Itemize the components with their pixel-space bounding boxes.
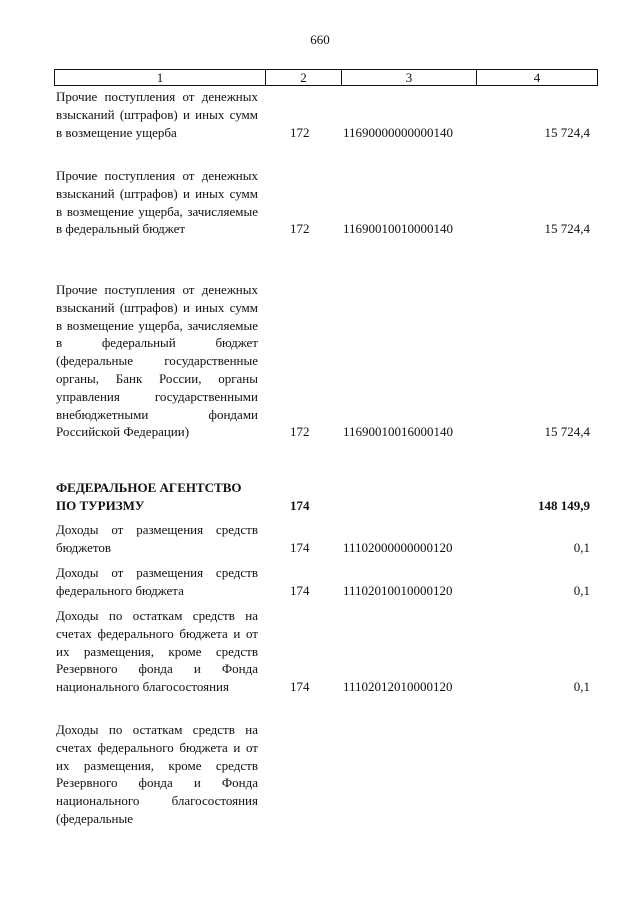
row-code: 11102000000000120 (343, 539, 453, 555)
header-col-2: 2 (265, 70, 341, 85)
row-code: 11690010010000140 (343, 221, 454, 237)
header-col-3: 3 (341, 70, 476, 85)
row-chapter: 172 (290, 424, 310, 440)
row-code: 11690010016000140 (343, 424, 454, 440)
row-amount: 0,1 (573, 582, 590, 598)
row-name: Доходы по остаткам средств на счетах федерального бюджета и от их размещения, кроме средств Резервного фонда и Фонда национального благосостояния (56, 608, 258, 695)
row-amount: 15 724,4 (544, 424, 590, 440)
row-code: 11690000000000140 (343, 124, 454, 140)
header-col-1: 1 (156, 70, 164, 85)
row-chapter: 172 (290, 124, 310, 140)
row-amount: 0,1 (573, 539, 590, 555)
header-col-4: 4 (476, 70, 597, 85)
row-amount: 148 149,9 (538, 497, 590, 513)
row-chapter: 174 (290, 497, 310, 513)
table-row (56, 281, 596, 441)
row-amount: 15 724,4 (544, 221, 590, 237)
row-name: Доходы от размещения средств федерального бюджета (56, 565, 258, 598)
row-code: 11102012010000120 (343, 679, 453, 695)
row-code: 11102010010000120 (343, 582, 453, 598)
table-row (56, 607, 596, 696)
row-name: Прочие поступления от денежных взысканий (штрафов) и иных сумм в возмещение ущерба (56, 89, 258, 140)
row-chapter: 174 (290, 679, 310, 695)
row-chapter: 174 (290, 582, 310, 598)
table-row (56, 721, 596, 828)
row-name: Прочие поступления от денежных взысканий (штрафов) и иных сумм в возмещение ущерба, зачисляемые в федеральный бюджет (56, 168, 258, 237)
row-chapter: 172 (290, 221, 310, 237)
table-row (56, 521, 596, 557)
row-chapter: 174 (290, 539, 310, 555)
row-amount: 0,1 (573, 679, 590, 695)
row-name: ФЕДЕРАЛЬНОЕ АГЕНТСТВО ПО ТУРИЗМУ (56, 480, 242, 513)
row-name: Доходы по остаткам средств на счетах федерального бюджета и от их размещения, кроме средств Резервного фонда и Фонда национального благосостояния (федеральные (56, 722, 258, 826)
row-name: Прочие поступления от денежных взысканий (штрафов) и иных сумм в возмещение ущерба, зачисляемые в федеральный бюджет (федеральные государственные органы, Банк России, органы управления государственными внебюджетными фондами Российской Федерации) (56, 282, 258, 440)
table-row (56, 479, 596, 515)
page-number: 660 (310, 32, 330, 47)
row-amount: 15 724,4 (544, 124, 590, 140)
table-row (56, 564, 596, 600)
table-header (54, 69, 598, 86)
table-row (56, 88, 596, 141)
row-name: Доходы от размещения средств бюджетов (56, 522, 258, 555)
table-row (56, 167, 596, 238)
